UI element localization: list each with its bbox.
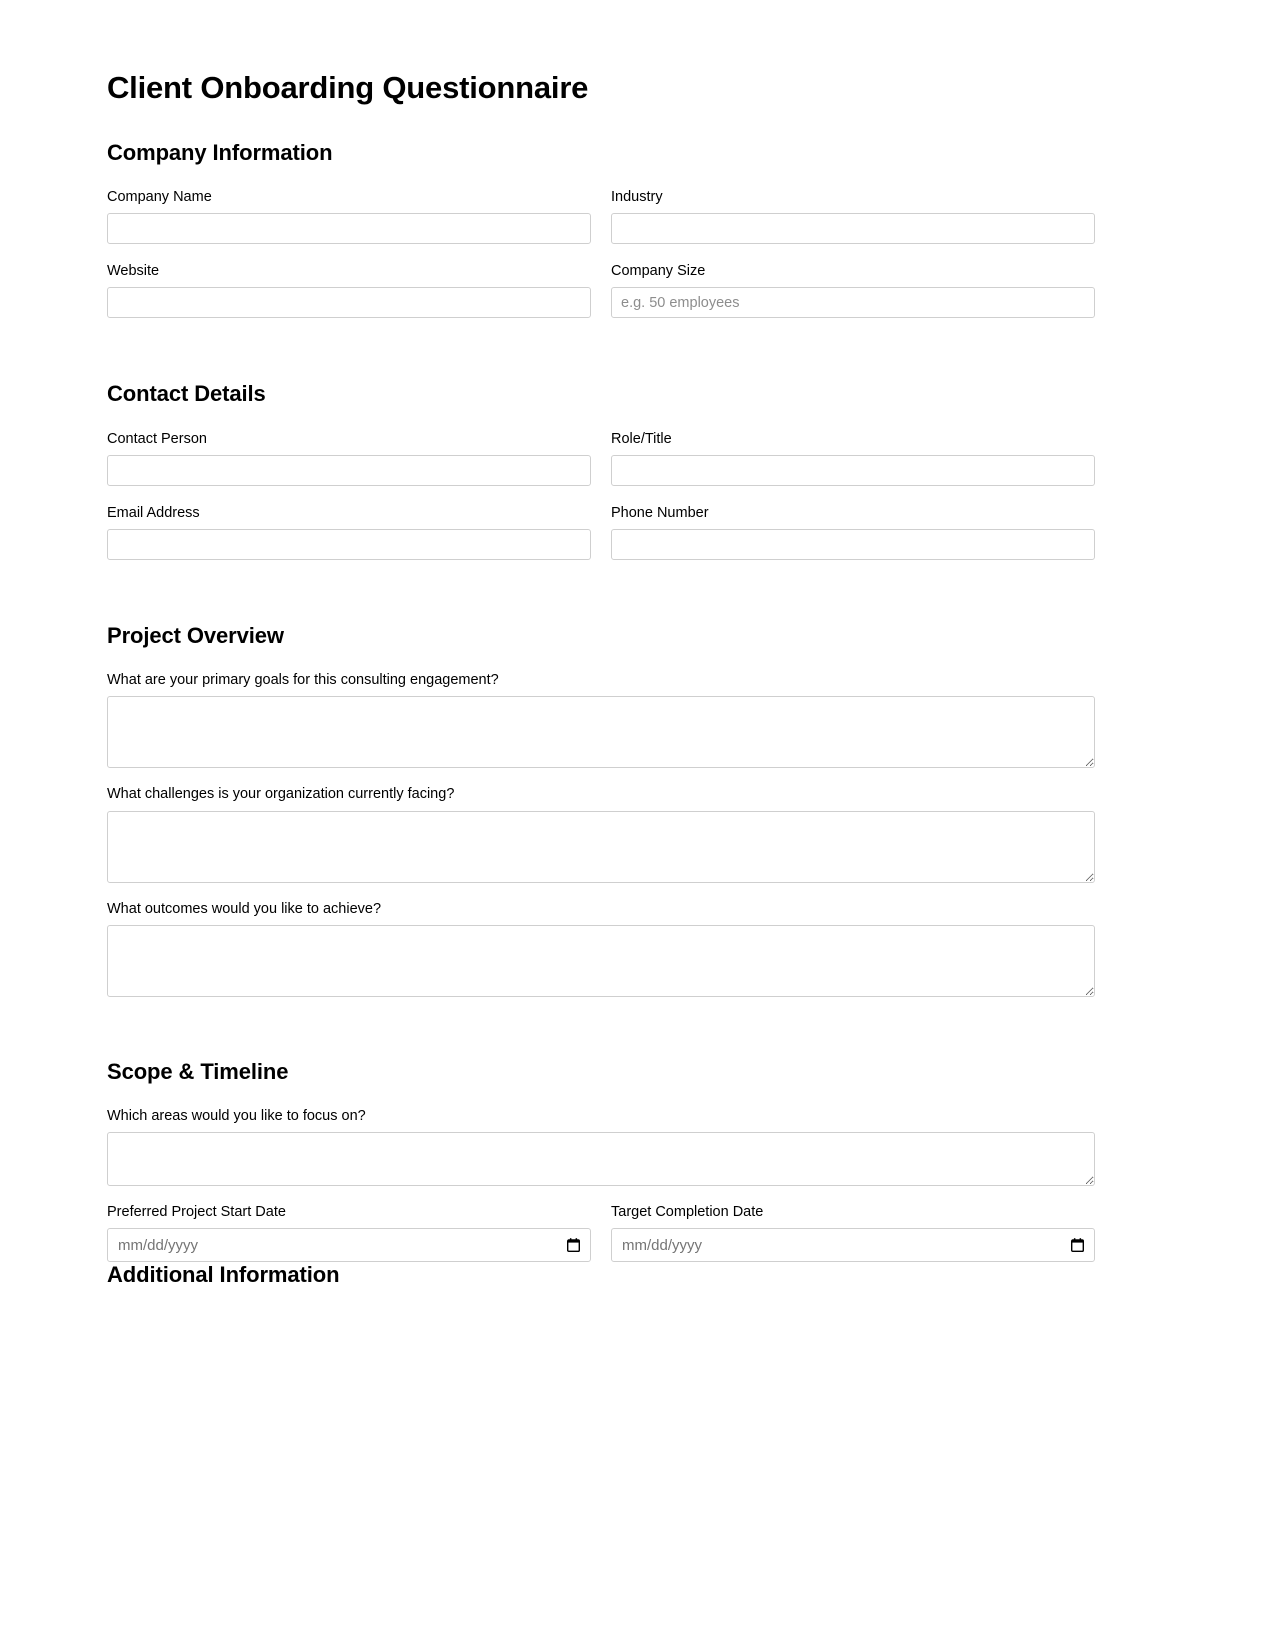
field-group-start-date (107, 1203, 591, 1262)
label-company-size: Company Size (611, 263, 706, 280)
section-heading-contact-details: Contact Details (107, 381, 266, 407)
question-group-primary-goals (107, 671, 1095, 768)
email-address-input[interactable] (107, 529, 591, 560)
date-input-wrapper-completion (611, 1228, 1095, 1262)
outcomes-textarea[interactable] (107, 925, 1095, 997)
form-row (107, 504, 1095, 560)
label-industry: Industry (611, 189, 663, 206)
primary-goals-textarea[interactable] (107, 696, 1095, 768)
field-group-company-name (107, 188, 591, 244)
label-completion-date: Target Completion Date (611, 1204, 764, 1221)
company-name-input[interactable] (107, 213, 591, 244)
label-contact-person: Contact Person (107, 430, 207, 447)
industry-input[interactable] (611, 213, 1095, 244)
field-group-email-address (107, 504, 591, 560)
focus-areas-textarea[interactable] (107, 1132, 1095, 1186)
section-heading-additional-information: Additional Information (107, 1262, 340, 1287)
completion-date-input[interactable] (611, 1228, 1095, 1262)
field-group-contact-person (107, 430, 591, 486)
field-group-industry (611, 188, 1095, 244)
role-title-input[interactable] (611, 455, 1095, 486)
field-group-website (107, 262, 591, 318)
section-spacer (107, 578, 1095, 623)
form-row (107, 430, 1095, 486)
start-date-input[interactable] (107, 1228, 591, 1262)
field-group-company-size (611, 262, 1095, 318)
question-group-outcomes (107, 900, 1095, 997)
section-project-overview (107, 623, 1095, 997)
company-size-input[interactable] (611, 287, 1095, 318)
field-group-role-title (611, 430, 1095, 486)
question-group-challenges (107, 785, 1095, 882)
label-email-address: Email Address (107, 504, 200, 521)
section-spacer (107, 336, 1095, 381)
label-primary-goals: What are your primary goals for this consulting engagement? (107, 672, 499, 689)
contact-person-input[interactable] (107, 455, 591, 486)
page-title: Client Onboarding Questionnaire (107, 70, 589, 105)
section-heading-company-information: Company Information (107, 139, 333, 165)
section-heading-scope-timeline: Scope & Timeline (107, 1058, 289, 1084)
section-heading-project-overview: Project Overview (107, 622, 284, 648)
label-website: Website (107, 263, 160, 280)
label-outcomes: What outcomes would you like to achieve? (107, 900, 382, 917)
phone-number-input[interactable] (611, 529, 1095, 560)
question-group-focus-areas (107, 1107, 1095, 1186)
website-input[interactable] (107, 287, 591, 318)
section-company-information (107, 140, 1095, 319)
label-challenges: What challenges is your organization currently facing? (107, 786, 455, 803)
field-group-completion-date (611, 1203, 1095, 1262)
section-spacer (107, 1014, 1095, 1059)
form-row (107, 262, 1095, 318)
label-focus-areas: Which areas would you like to focus on? (107, 1108, 366, 1125)
form-row (107, 1203, 1095, 1262)
label-start-date: Preferred Project Start Date (107, 1204, 286, 1221)
form-row (107, 188, 1095, 244)
page-break-clipped-heading-wrapper (107, 1262, 707, 1288)
section-contact-details (107, 381, 1095, 560)
label-company-name: Company Name (107, 189, 212, 206)
label-phone-number: Phone Number (611, 504, 709, 521)
label-role-title: Role/Title (611, 430, 672, 447)
field-group-phone-number (611, 504, 1095, 560)
challenges-textarea[interactable] (107, 811, 1095, 883)
section-scope-timeline (107, 1059, 1095, 1263)
date-input-wrapper-start (107, 1228, 591, 1262)
